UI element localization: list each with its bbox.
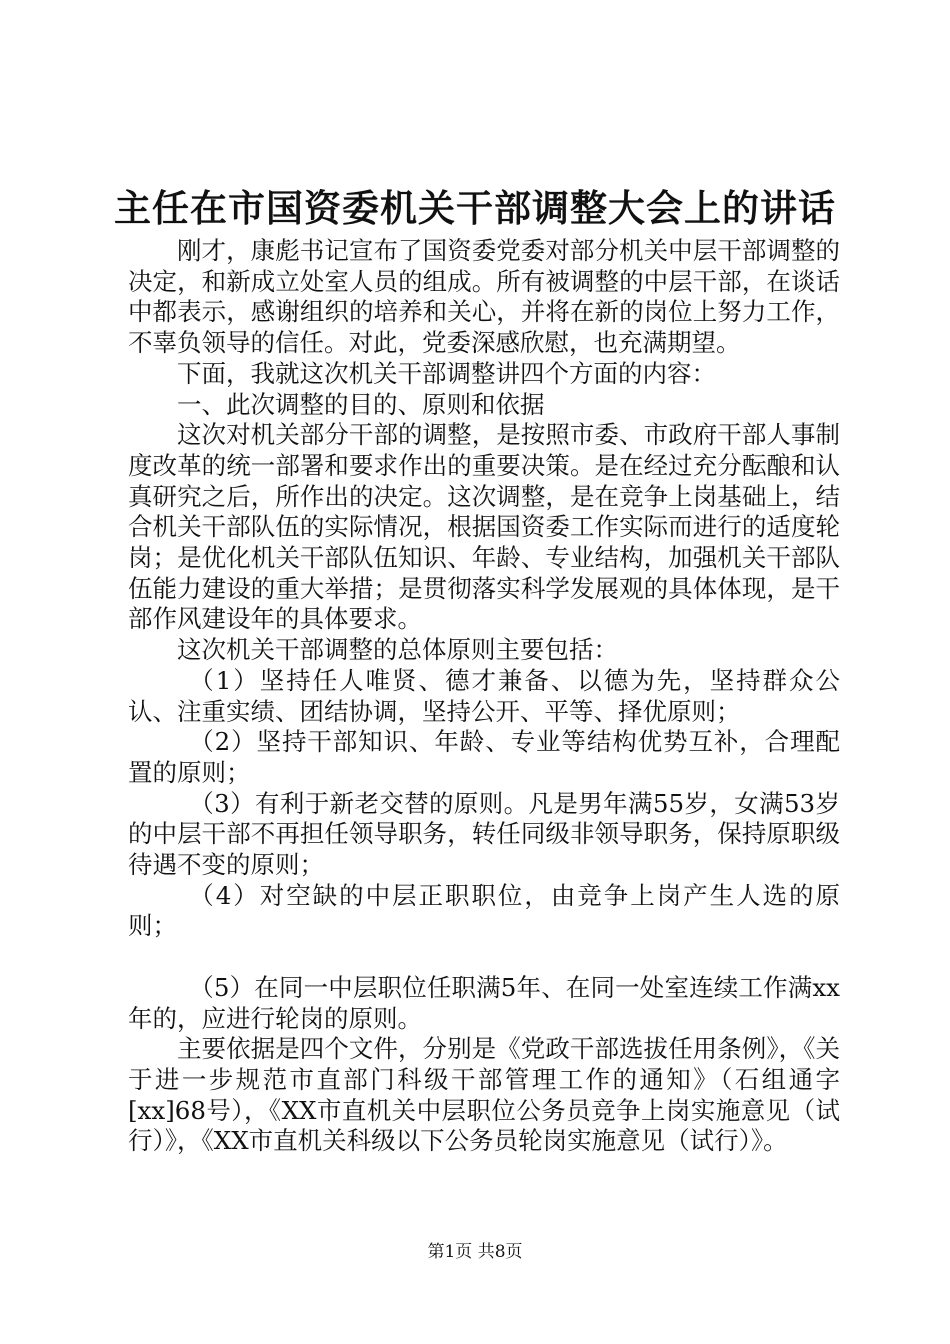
paragraph-intro: 下面，我就这次机关干部调整讲四个方面的内容： bbox=[177, 358, 716, 388]
principle-item-1: （1）坚持任人唯贤、德才兼备、以德为先，坚持群众公认、注重实绩、团结协调，坚持公开、平等、择优原则； bbox=[128, 665, 840, 726]
document-body bbox=[128, 236, 840, 1157]
page-number-footer: 第1页 共8页 bbox=[427, 1242, 523, 1262]
principle-item-3: （3）有利于新老交替的原则。凡是男年满55岁，女满53岁的中层干部不再担任领导职务，转任同级非领导职务，保持原职级待遇不变的原则； bbox=[128, 788, 840, 880]
principle-item-4: （4）对空缺的中层正职职位，由竞争上岗产生人选的原则； bbox=[128, 880, 840, 941]
paragraph-purpose: 这次对机关部分干部的调整，是按照市委、市政府干部人事制度改革的统一部署和要求作出的重要决策。是在经过充分酝酿和认真研究之后，所作出的决定。这次调整，是在竞争上岗基础上，结合机关干部队伍的实际情况，根据国资委工作实际而进行的适度轮岗；是优化机关干部队伍知识、年龄、专业结构，加强机关干部队伍能力建设的重大举措；是贯彻落实科学发展观的具体体现，是干部作风建设年的具体要求。 bbox=[128, 420, 840, 634]
paragraph-basis: 主要依据是四个文件，分别是《党政干部选拔任用条例》，《关于进一步规范市直部门科级干部管理工作的通知》（石组通字[xx]68号），《XX市直机关中层职位公务员竞争上岗实施意见（试行）》，《XX市直机关科级以下公务员轮岗实施意见（试行）》。 bbox=[128, 1034, 840, 1156]
principle-item-2: （2）坚持干部知识、年龄、专业等结构优势互补，合理配置的原则； bbox=[128, 727, 840, 787]
document-title: 主任在市国资委机关干部调整大会上的讲话 bbox=[114, 186, 836, 230]
section-heading: 一、此次调整的目的、原则和依据 bbox=[177, 389, 545, 419]
paragraph-opening: 刚才，康彪书记宣布了国资委党委对部分机关中层干部调整的决定，和新成立处室人员的组成。所有被调整的中层干部，在谈话中都表示，感谢组织的培养和关心，并将在新的岗位上努力工作，不辜负领导的信任。对此，党委深感欣慰，也充满期望。 bbox=[128, 236, 840, 358]
paragraph-principles-intro: 这次机关干部调整的总体原则主要包括： bbox=[177, 635, 618, 665]
principle-item-5: （5）在同一中层职位任职满5年、在同一处室连续工作满xx年的，应进行轮岗的原则。 bbox=[128, 972, 840, 1033]
